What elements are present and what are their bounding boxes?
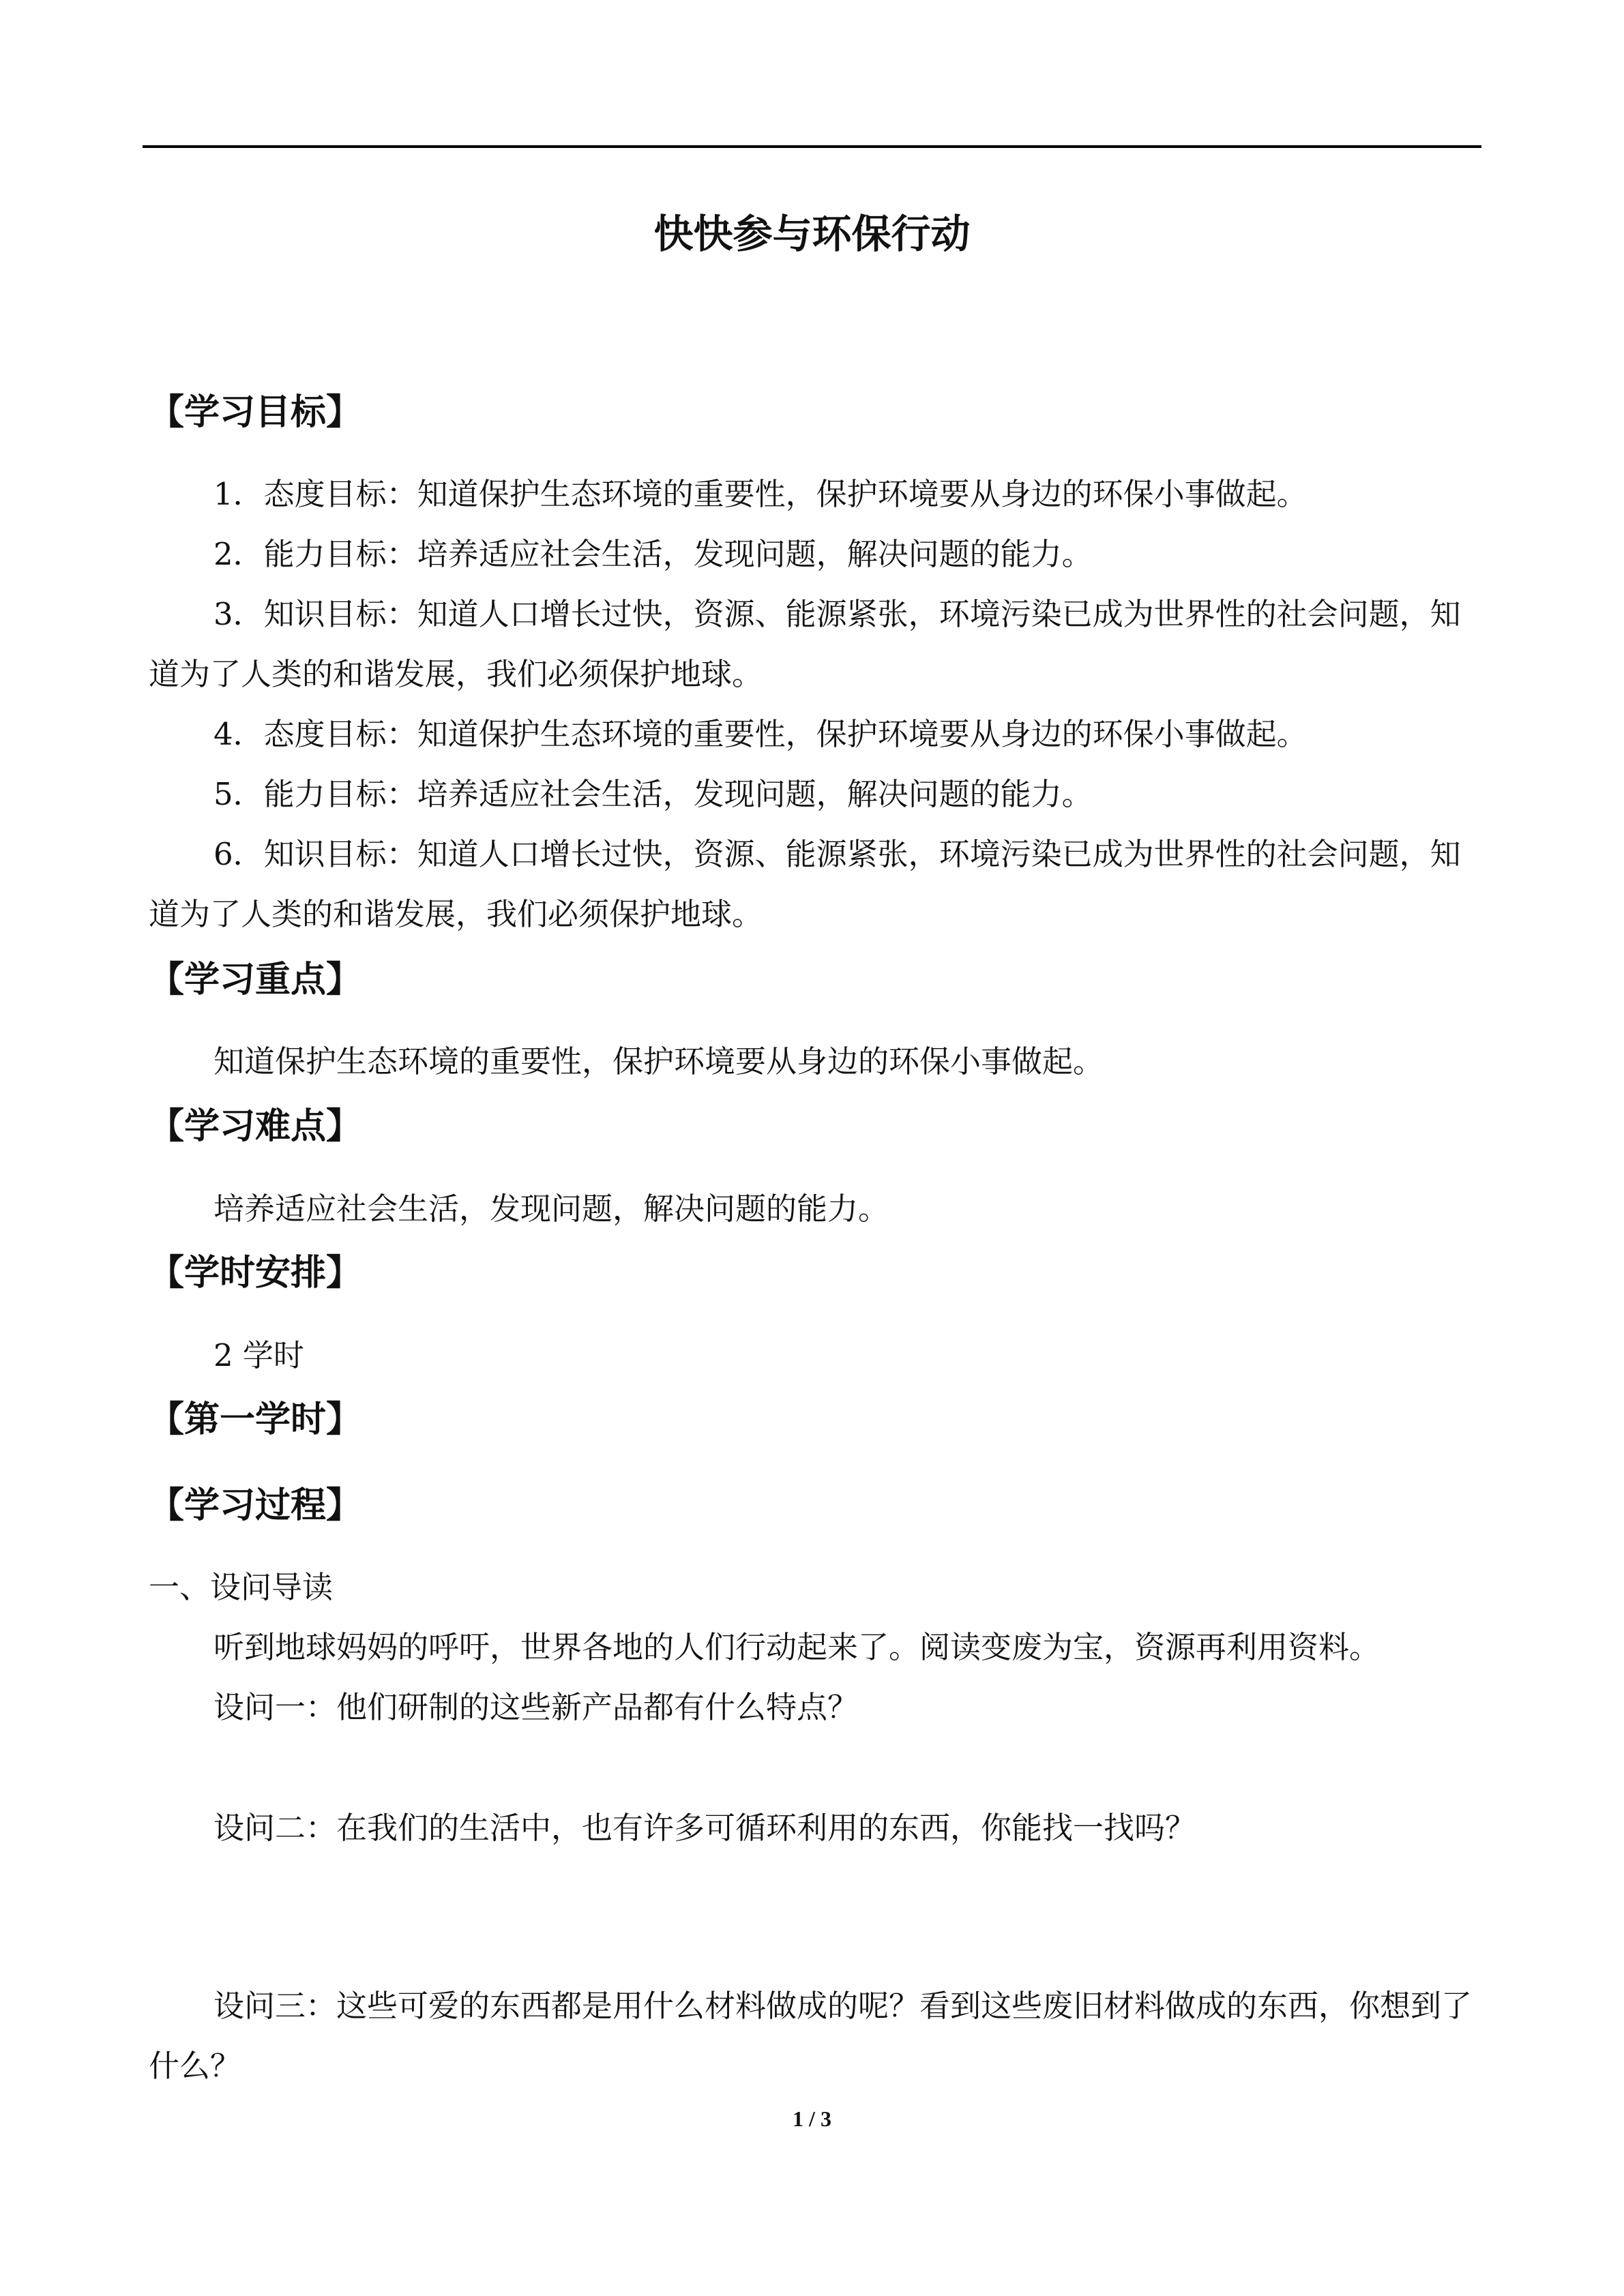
question-2: 设问二：在我们的生活中，也有许多可循环利用的东西，你能找一找吗？ <box>213 1810 1196 1846</box>
process-subheading: 一、设问导读 <box>149 1569 334 1605</box>
difficulties-text: 培养适应社会生活，发现问题，解决问题的能力。 <box>213 1191 889 1227</box>
section-heading-process: 【学习过程】 <box>149 1485 362 1526</box>
schedule-text: 2 学时 <box>213 1337 304 1373</box>
goal-item-4: 4．态度目标：知道保护生态环境的重要性，保护环境要从身边的环保小事做起。 <box>213 716 1308 752</box>
goal-item-2: 2．能力目标：培养适应社会生活，发现问题，解决问题的能力。 <box>213 536 1093 572</box>
goal-item-5: 5．能力目标：培养适应社会生活，发现问题，解决问题的能力。 <box>213 776 1093 812</box>
section-heading-goals: 【学习目标】 <box>149 392 362 433</box>
goal-item-3: 3．知识目标：知道人口增长过快，资源、能源紧张，环境污染已成为世界性的社会问题，知道为了人类的和谐发展，我们必须保护地球。 <box>149 596 1461 692</box>
question-3: 设问三：这些可爱的东西都是用什么材料做成的呢？看到这些废旧材料做成的东西，你想到了什么？ <box>149 1988 1473 2084</box>
goal-item-6: 6．知识目标：知道人口增长过快，资源、能源紧张，环境污染已成为世界性的社会问题，知道为了人类的和谐发展，我们必须保护地球。 <box>149 836 1461 932</box>
section-heading-difficulties: 【学习难点】 <box>149 1106 362 1147</box>
section-heading-key-points: 【学习重点】 <box>149 959 362 1000</box>
header-rule <box>143 145 1481 148</box>
question-1: 设问一：他们研制的这些新产品都有什么特点？ <box>213 1689 859 1725</box>
page-number: 1 / 3 <box>793 2106 831 2131</box>
section-heading-schedule: 【学时安排】 <box>149 1253 362 1294</box>
section-heading-first-period: 【第一学时】 <box>149 1399 362 1440</box>
key-points-text: 知道保护生态环境的重要性，保护环境要从身边的环保小事做起。 <box>213 1043 1104 1079</box>
goal-item-1: 1．态度目标：知道保护生态环境的重要性，保护环境要从身边的环保小事做起。 <box>213 476 1308 512</box>
process-intro: 听到地球妈妈的呼吁，世界各地的人们行动起来了。阅读变废为宝，资源再利用资料。 <box>213 1629 1381 1665</box>
document-title: 快快参与环保行动 <box>653 211 971 257</box>
